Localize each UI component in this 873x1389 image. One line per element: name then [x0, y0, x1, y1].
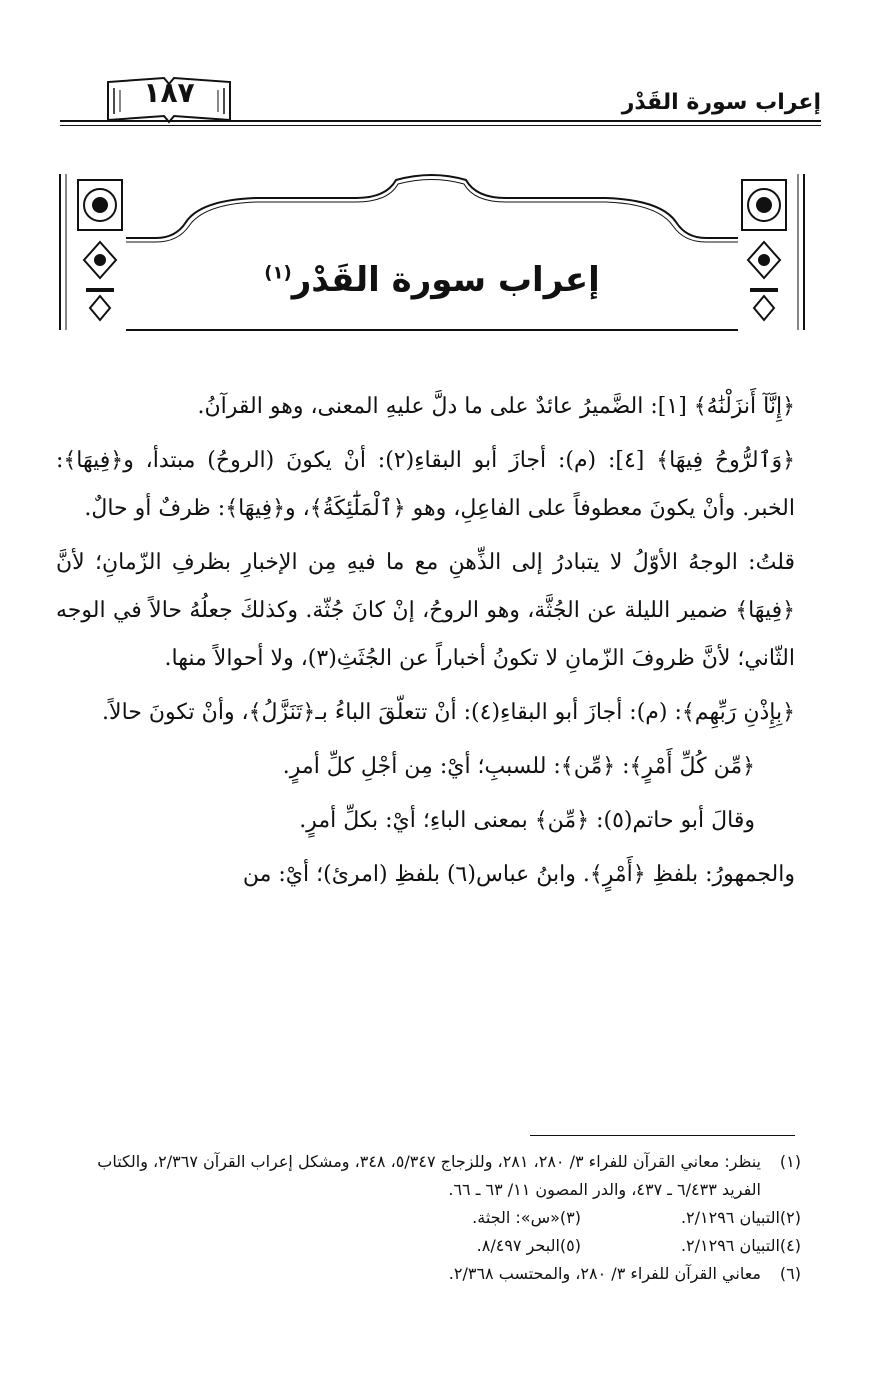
paragraph-3: قلتُ: الوجهُ الأوّلُ لا يتبادرُ إلى الذِّهنِ مع ما فيهِ مِن الإخبارِ بظرفِ الزّمانِ؛ لأنَّ ﴿فِيهَا﴾ ضمير الليلة عن الجُثَّة، وهو الروحُ، إنْ كانَ جُثّة. وكذلكَ جعلُهُ حالاً في الوجه الثّاني؛ لأنَّ ظروفَ الزّمانِ لا تكونُ أخباراً عن الجُثَثِ(٣)، ولا أحوالاً منها.	[56, 550, 795, 671]
surah-title	[56, 260, 808, 300]
footnote-text: البحر ٨/٤٩٧.	[476, 1236, 560, 1255]
running-header	[60, 70, 821, 130]
paragraph-6: وقالَ أبو حاتم(٥): ﴿مِّن﴾ بمعنى الباءِ؛ أيْ: بكلِّ أمرٍ.	[299, 808, 755, 833]
footnote-text: ينظر: معاني القرآن للفراء ٣/ ٢٨٠، ٢٨١، وللزجاج ٥/٣٤٧، ٣٤٨، ومشكل إعراب القرآن ٢/٣٦٧، والكتاب الفريد ٦/٤٣٣ ـ ٤٣٧، والدر المصون ١١/ ٦٣ ـ ٦٦.	[97, 1152, 761, 1199]
running-title: إعراب سورة القَدْر	[621, 90, 821, 115]
footnote-6	[90, 1260, 801, 1288]
footnote-number: (٤)	[779, 1236, 801, 1255]
header-rule-thin	[60, 125, 821, 126]
surah-title-text: إعراب سورة القَدْر	[291, 260, 600, 300]
footnote-text: «س»: الجثة.	[472, 1208, 560, 1227]
footnote-number: (١)	[779, 1152, 801, 1171]
surah-banner	[56, 170, 808, 340]
paragraph-7: والجمهورُ: بلفظِ ﴿أَمْرٍ﴾. وابنُ عباس(٦) بلفظِ (امرئ)؛ أيْ: من	[242, 862, 795, 887]
page-number: ١٨٧	[143, 76, 195, 109]
header-rule	[60, 120, 821, 122]
footnote-pair-2-3	[90, 1204, 801, 1232]
footnote-3	[361, 1204, 581, 1232]
paragraph-4: ﴿بِإِذْنِ رَبِّهِم﴾: (م): أجازَ أبو البقاءِ(٤): أنْ تتعلّقَ الباءُ بـ﴿تَنَزَّلُ﴾، وأنْ تكونَ حالاً.	[102, 700, 795, 725]
footnote-5	[361, 1232, 581, 1260]
footnotes	[90, 1148, 801, 1288]
footnote-number: (٣)	[559, 1208, 581, 1227]
paragraph-2: ﴿وَٱلرُّوحُ فِيهَا﴾ [٤]: (م): أجازَ أبو البقاءِ(٢): أنْ يكونَ (الروحُ) مبتدأ، و﴿فِيهَا﴾: الخبر. وأنْ يكونَ معطوفاً على الفاعِلِ، وهو ﴿ٱلْمَلَٰٓئِكَةُ﴾، و﴿فِيهَا﴾: ظرفٌ أو حالٌ.	[56, 448, 795, 521]
footnote-mark: (١)	[264, 262, 292, 284]
footnote-rule	[530, 1135, 795, 1136]
footnote-2	[581, 1204, 801, 1232]
footnote-4	[581, 1232, 801, 1260]
body-text	[56, 383, 795, 905]
footnote-number: (٦)	[779, 1264, 801, 1283]
footnote-number: (٥)	[559, 1236, 581, 1255]
footnote-text: معاني القرآن للفراء ٣/ ٢٨٠، والمحتسب ٢/٣٦٨.	[448, 1264, 761, 1283]
footnote-number: (٢)	[779, 1208, 801, 1227]
footnote-text: التبيان ٢/١٢٩٦.	[680, 1236, 780, 1255]
footnote-text: التبيان ٢/١٢٩٦.	[680, 1208, 780, 1227]
paragraph-1: ﴿إِنَّآ أَنزَلْنَٰهُ﴾ [١]: الضَّميرُ عائدٌ على ما دلَّ عليهِ المعنى، وهو القرآنُ.	[197, 394, 795, 419]
banner-frame	[56, 170, 808, 340]
footnote-1	[90, 1148, 801, 1204]
paragraph-5: ﴿مِّن كُلِّ أَمْرٍ﴾: ﴿مِّن﴾: للسببِ؛ أيْ: مِن أجْلِ كلِّ أمرٍ.	[282, 754, 755, 779]
footnote-pair-4-5	[90, 1232, 801, 1260]
